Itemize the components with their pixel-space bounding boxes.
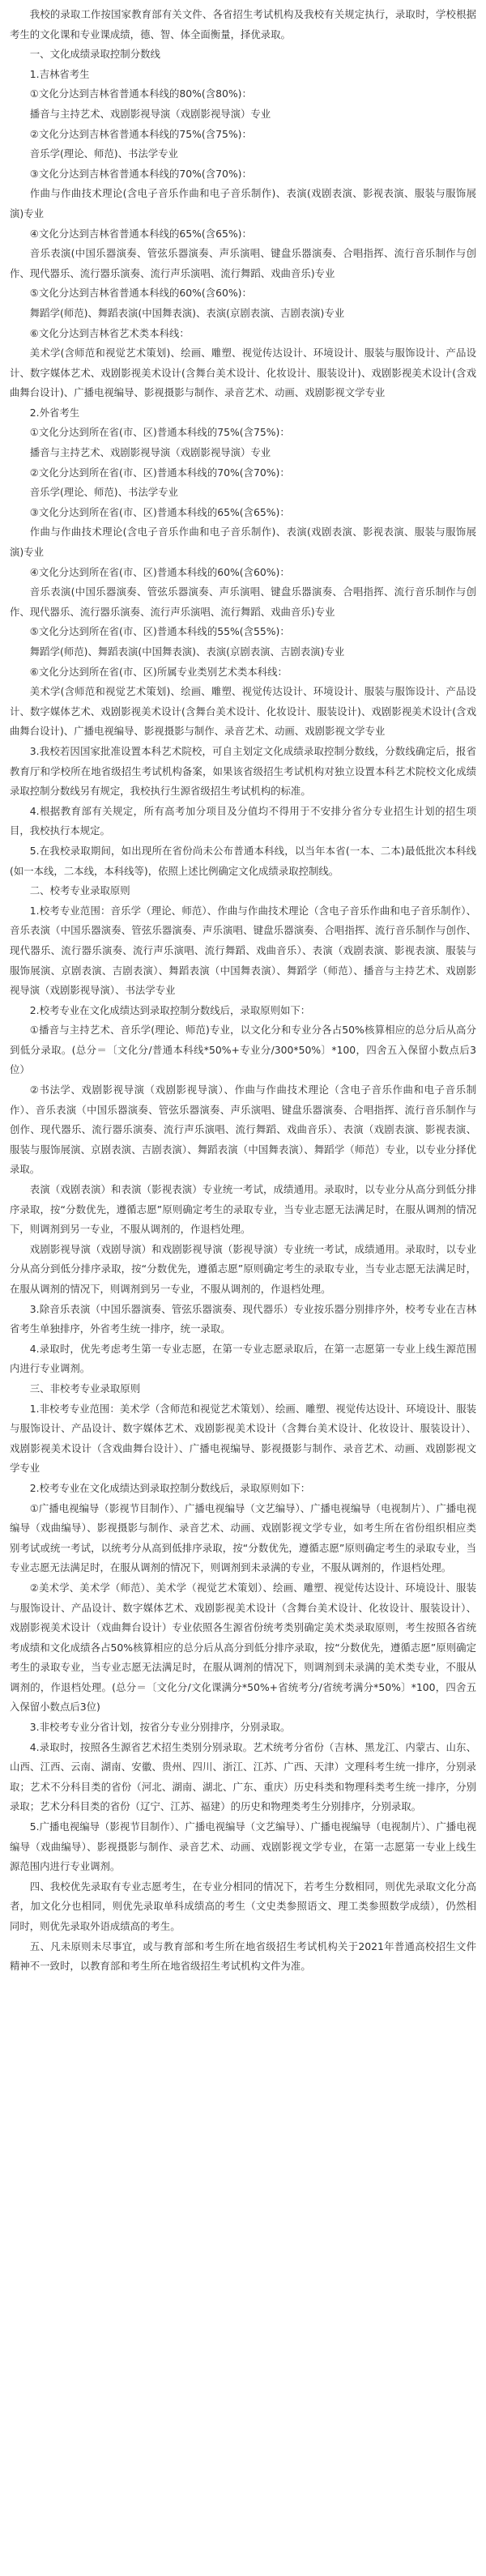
section-heading: 三、非校考专业录取原则 [29, 1382, 141, 1394]
major-list: 美术学(含师范和视觉艺术策划)、绘画、雕塑、视觉传达设计、环境设计、服装与服饰设计、产品设计、数字媒体艺术、戏剧影视美术设计(含舞台美术设计、化妆设计、服装设计)、戏剧影视美术设计(含戏曲舞台设计)、广播电视编导、影视摄影与制作、录音艺术、动画、戏剧影视文学专业 [10, 685, 476, 738]
rule-paragraph: ①广播电视编导（影视节目制作）、广播电视编导（文艺编导）、广播电视编导（电视制片）、广播电视编导（戏曲编导）、影视摄影与制作、录音艺术、动画、戏剧影视文学专业，如考生所在省份组织相应类别考试或统一考试，以统考分从高到低排序录取，按“分数优先，遵循志愿”原则确定考生的录取专业，当专业志愿无法满足时，在服从调剂的情况下，则调剂到未录满的专业，不服从调剂的，作退档处理。 [10, 1501, 476, 1574]
major-list: 播音与主持艺术、戏剧影视导演（戏剧影视导演）专业 [29, 107, 271, 120]
rule-paragraph: 2.校考专业在文化成绩达到录取控制分数线后，录取原则如下： [29, 1003, 311, 1016]
major-list: 作曲与作曲技术理论(含电子音乐作曲和电子音乐制作)、表演(戏剧表演、影视表演、服装与服饰展演)专业 [10, 187, 476, 219]
rule-item: ④文化分达到所在省(市、区)普通本科线的60%(含60%)： [29, 565, 290, 578]
major-list: 音乐学(理论、师范)、书法学专业 [29, 147, 178, 160]
section-paragraph: 五、凡未原则未尽事宜，或与教育部和考生所在地省级招生考试机构关于2021年普通高校招生文件精神不一致时，以教育部和考生所在地省级招生考试机构文件为准。 [10, 1939, 476, 1973]
section-paragraph: 四、我校优先录取有专业志愿考生，在专业分相同的情况下，若考生分数相同，则优先录取文化分高者，加文化分也相同，则优先录取单科成绩高的考生（文史类参照语文、理工类参照数学成绩），仍然相同时，则优先录取外语成绩高的考生。 [10, 1880, 476, 1932]
rule-paragraph: 表演（戏剧表演）和表演（影视表演）专业统一考试，成绩通用。录取时，以专业分从高分到低分排序录取，按“分数优先，遵循志愿”原则确定考生的录取专业，当专业志愿无法满足时，在服从调剂的情况下，则调剂到另一专业，不服从调剂的，作退档处理。 [10, 1183, 476, 1236]
rule-paragraph: 2.校考专业在文化成绩达到录取控制分数线后，录取原则如下： [29, 1481, 311, 1494]
subsection-heading: 2.外省考生 [29, 406, 80, 419]
rule-item: ③文化分达到所在省(市、区)普通本科线的65%(含65%)： [29, 505, 290, 518]
subsection-heading: 1.吉林省考生 [29, 67, 90, 80]
rule-paragraph: ②书法学、戏剧影视导演（戏剧影视导演）、作曲与作曲技术理论（含电子音乐作曲和电子音乐制作）、音乐表演（中国乐器演奏、管弦乐器演奏、声乐演唱、键盘乐器演奏、合唱指挥、流行音乐制作与创作、现代器乐、流行器乐演奏、流行声乐演唱、流行舞蹈、戏曲音乐）、表演（戏剧表演、影视表演、服装与服饰展演、京剧表演、吉剧表演）、舞蹈表演（中国舞表演）、舞蹈学（师范）专业，以专业分择优录取。 [10, 1084, 476, 1176]
rule-item: ③文化分达到吉林省普通本科线的70%(含70%)： [29, 167, 252, 180]
major-list: 音乐学(理论、师范)、书法学专业 [29, 486, 178, 499]
section-heading: 二、校考专业录取原则 [29, 884, 130, 897]
rule-paragraph: 4.录取时，按照各生源省艺术招生类别分别录取。艺术统考分省份（吉林、黑龙江、内蒙古、山东、山西、江西、云南、湖南、安徽、贵州、四川、浙江、江苏、广西、天津）文理科考生统一排序，分别录取；艺术不分科目类的省份（河北、湖南、湖北、广东、重庆）历史科类和物理科类考生统一排序，分别录取；艺术分科目类的省份（辽宁、江苏、福建）的历史和物理类考生分别排序，分别录取。 [10, 1740, 476, 1813]
major-list: 音乐表演(中国乐器演奏、管弦乐器演奏、声乐演唱、键盘乐器演奏、合唱指挥、流行音乐制作与创作、现代器乐、流行器乐演奏、流行声乐演唱、流行舞蹈、戏曲音乐)专业 [10, 247, 476, 279]
rule-item: ②文化分达到吉林省普通本科线的75%(含75%)： [29, 127, 252, 140]
rule-paragraph: 3.非校考专业分省计划，按省分专业分别排序，分别录取。 [29, 1721, 291, 1734]
rule-item: ①文化分达到所在省(市、区)普通本科线的75%(含75%)： [29, 426, 290, 439]
intro-paragraph: 我校的录取工作按国家教育部有关文件、各省招生考试机构及我校有关规定执行，录取时，学校根据考生的文化课和专业课成绩，德、智、体全面衡量，择优录取。 [10, 8, 476, 40]
rule-item: ⑤文化分达到所在省(市、区)普通本科线的55%(含55%)： [29, 625, 290, 638]
rule-item: ⑥文化分达到吉林省艺术类本科线： [29, 326, 190, 339]
rule-paragraph: 4.录取时，优先考虑考生第一专业志愿，在第一专业志愿录取后，在第一志愿第一专业上线生源范围内进行专业调剂。 [10, 1342, 476, 1375]
rule-paragraph: 1.校考专业范围：音乐学（理论、师范）、作曲与作曲技术理论（含电子音乐作曲和电子音乐制作）、音乐表演（中国乐器演奏、管弦乐器演奏、声乐演唱、键盘乐器演奏、合唱指挥、流行音乐制作与创作、现代器乐、流行器乐演奏、流行声乐演唱、流行舞蹈、戏曲音乐）、表演（戏剧表演、影视表演、服装与服饰展演、京剧表演、吉剧表演）、舞蹈表演（中国舞表演）、舞蹈学（师范）、播音与主持艺术、戏剧影视导演（戏剧影视导演）、书法学专业 [10, 904, 476, 997]
rule-item: ②文化分达到所在省(市、区)普通本科线的70%(含70%)： [29, 466, 290, 479]
rule-paragraph: 戏剧影视导演（戏剧导演）和戏剧影视导演（影视导演）专业统一考试，成绩通用。录取时，以专业分从高分到低分排序录取，按“分数优先，遵循志愿”原则确定考生的录取专业，当专业志愿无法满足时，在服从调剂的情况下，则调剂到另一专业，不服从调剂的，作退档处理。 [10, 1242, 476, 1295]
major-list: 播音与主持艺术、戏剧影视导演（戏剧影视导演）专业 [29, 446, 271, 459]
rule-paragraph: 5.广播电视编导（影视节目制作）、广播电视编导（文艺编导）、广播电视编导（电视制片）、广播电视编导（戏曲编导）、影视摄影与制作、录音艺术、动画、戏剧影视文学专业，在第一志愿第一专业上线生源范围内进行专业调剂。 [10, 1820, 476, 1873]
section-heading: 一、文化成绩录取控制分数线 [29, 48, 160, 61]
major-list: 美术学(含师范和视觉艺术策划)、绘画、雕塑、视觉传达设计、环境设计、服装与服饰设计、产品设计、数字媒体艺术、戏剧影视美术设计(含舞台美术设计、化妆设计、服装设计)、戏剧影视美术设计(含戏曲舞台设计)、广播电视编导、影视摄影与制作、录音艺术、动画、戏剧影视文学专业 [10, 347, 476, 399]
rule-item: ⑤文化分达到吉林省普通本科线的60%(含60%)： [29, 287, 252, 300]
major-list: 舞蹈学(师范)、舞蹈表演(中国舞表演)、表演(京剧表演、吉剧表演)专业 [29, 645, 345, 658]
major-list: 音乐表演(中国乐器演奏、管弦乐器演奏、声乐演唱、键盘乐器演奏、合唱指挥、流行音乐制作与创作、现代器乐、流行器乐演奏、流行声乐演唱、流行舞蹈、戏曲音乐)专业 [10, 585, 476, 618]
major-list: 作曲与作曲技术理论(含电子音乐作曲和电子音乐制作)、表演(戏剧表演、影视表演、服装与服饰展演)专业 [10, 526, 476, 559]
rule-item: ①文化分达到吉林省普通本科线的80%(含80%)： [29, 87, 252, 100]
rule-paragraph: ①播音与主持艺术、音乐学(理论、师范)专业，以文化分和专业分各占50%核算相应的总分后从高分到低分录取。(总分＝〔文化分/普通本科线*50%+专业分/300*50%〕*100，四舍五入保留小数点后3位） [10, 1024, 476, 1076]
rule-item: ⑥文化分达到所在省(市、区)所属专业类别艺术类本科线： [29, 665, 288, 678]
note-paragraph: 5.在我校录取期间，如出现所在省份尚未公布普通本科线，以当年本省(一本、二本)最低批次本科线(如一本线，二本线，本科线等)，依照上述比例确定文化成绩录取控制线。 [10, 844, 476, 877]
note-paragraph: 4.根据教育部有关规定，所有高考加分项目及分值均不得用于不安排分省分专业招生计划的招生项目，我校执行本规定。 [10, 804, 476, 837]
rule-paragraph: 1.非校考专业范围：美术学（含师范和视觉艺术策划）、绘画、雕塑、视觉传达设计、环境设计、服装与服饰设计、产品设计、数字媒体艺术、戏剧影视美术设计（含舞台美术设计、化妆设计、服装设计）、戏剧影视美术设计（含戏曲舞台设计）、广播电视编导、影视摄影与制作、录音艺术、动画、戏剧影视文学专业 [10, 1402, 476, 1475]
note-paragraph: 3.我校若因国家批准设置本科艺术院校，可自主划定文化成绩录取控制分数线，分数线确定后，报省教育厅和学校所在地省级招生考试机构备案，如果该省级招生考试机构对独立设置本科艺术院校文化成绩录取控制分数线另有规定，我校执行生源省级招生考试机构的标准。 [10, 744, 476, 798]
rule-paragraph: 3.除音乐表演（中国乐器演奏、管弦乐器演奏、现代器乐）专业按乐器分别排序外，校考专业在吉林省考生单独排序，外省考生统一排序，统一录取。 [10, 1302, 476, 1335]
rule-item: ④文化分达到吉林省普通本科线的65%(含65%)： [29, 227, 252, 240]
rule-paragraph: ②美术学、美术学（师范）、美术学（视觉艺术策划）、绘画、雕塑、视觉传达设计、环境设计、服装与服饰设计、产品设计、数字媒体艺术、戏剧影视美术设计（含舞台美术设计、化妆设计、服装设计）、戏剧影视美术设计（戏曲舞台设计）专业依照各生源省份统考类别确定美术类录取原则，考生按照各省统考成绩和文化成绩各占50%核算相应的总分后从高分到低分排序录取，按“分数优先，遵循志愿”原则确定考生的录取专业，当专业志愿无法满足时，在服从调剂的情况下，则调剂到未录满的美术类专业，不服从调剂的，作退档处理。(总分＝〔文化分/文化课满分*50%+省统考分/省统考满分*50%〕*100，四舍五入保留小数点后3位) [10, 1581, 476, 1714]
major-list: 舞蹈学(师范)、舞蹈表演(中国舞表演)、表演(京剧表演、吉剧表演)专业 [29, 306, 345, 319]
